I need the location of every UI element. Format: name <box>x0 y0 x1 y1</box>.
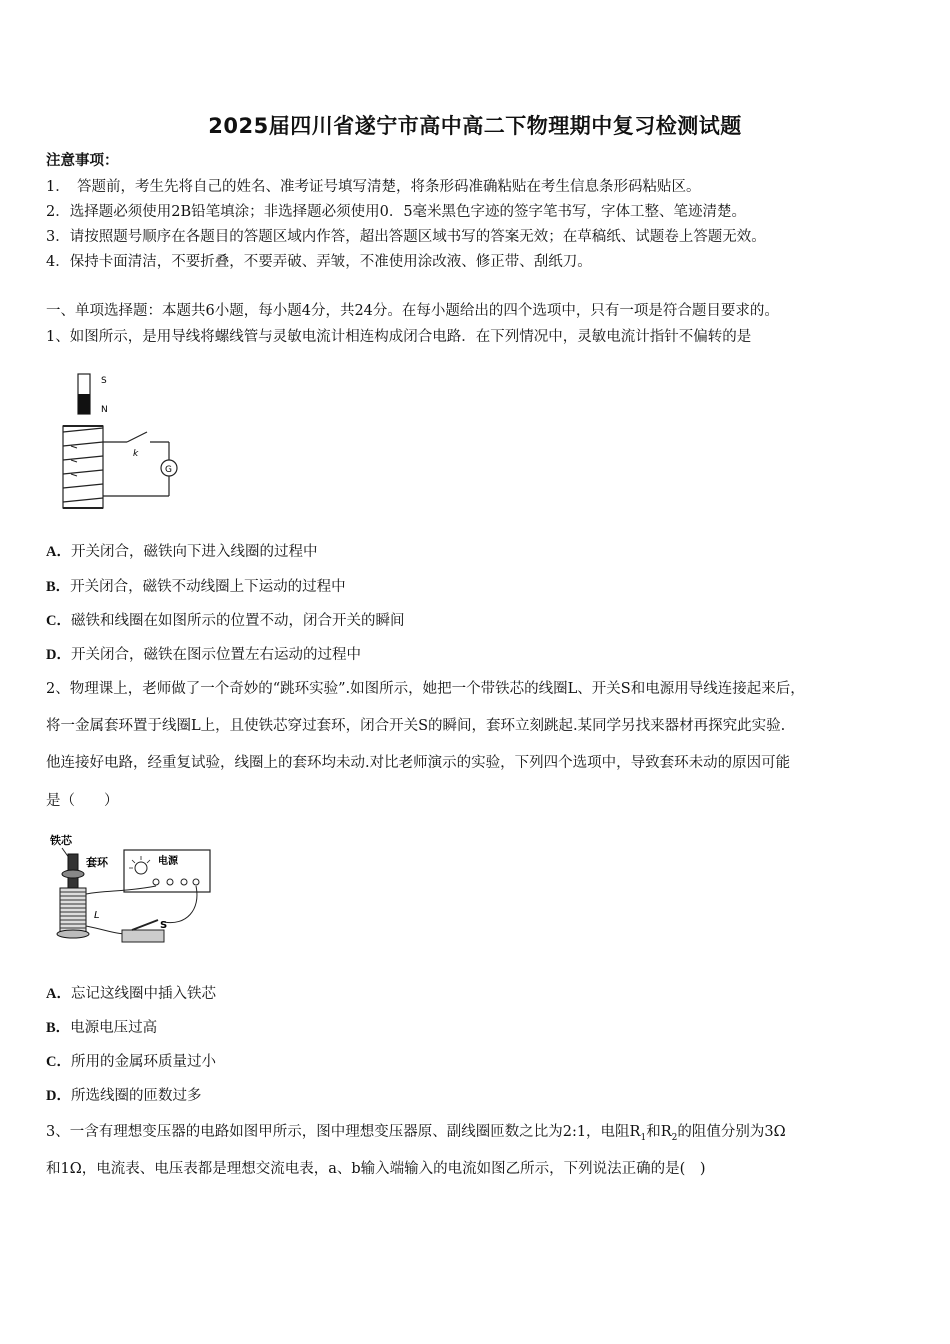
q2-option-c[interactable] <box>46 1052 216 1072</box>
q2-option-a[interactable] <box>46 984 216 1004</box>
option-letter: C． <box>46 613 71 629</box>
section-heading: 一、单项选择题：本题共6小题，每小题4分，共24分。在每小题给出的四个选项中，只有一项是符合题目要求的。 <box>46 303 779 319</box>
magnet-south-label: S <box>101 376 107 386</box>
q2-option-b[interactable] <box>46 1018 157 1038</box>
galvanometer-label: G <box>165 465 172 475</box>
option-letter: A． <box>46 986 71 1002</box>
notice-item: 3．请按照题号顺序在各题目的答题区域内作答，超出答题区域书写的答案无效；在草稿纸、试题卷上答题无效。 <box>46 229 766 245</box>
question-2-stem-line: 是（ ） <box>46 793 119 809</box>
question-2-stem-line: 2、物理课上，老师做了一个奇妙的“跳环实验”.如图所示，她把一个带铁芯的线圈L、开关S和电源用导线连接起来后， <box>46 681 805 697</box>
option-letter: C． <box>46 1054 71 1070</box>
option-text: 忘记这线圈中插入铁芯 <box>70 986 216 1002</box>
magnet-north-label: N <box>101 405 108 415</box>
page-title: 2025届四川省遂宁市高中高二下物理期中复习检测试题 <box>208 114 742 138</box>
option-text: 所用的金属环质量过小 <box>70 1054 216 1070</box>
option-text: 开关闭合，磁铁向下进入线圈的过程中 <box>70 544 318 560</box>
subscript: 1 <box>640 1132 647 1143</box>
option-letter: B． <box>46 1020 71 1036</box>
coil-label: L <box>94 910 100 921</box>
stem-text: 和R <box>646 1124 672 1140</box>
question-2-stem-line: 将一金属套环置于线圈L上，且使铁芯穿过套环，闭合开关S的瞬间，套环立刻跳起.某同学另找来器材再探究此实验. <box>46 718 786 734</box>
power-label: 电源 <box>158 856 178 867</box>
iron-core-label: 铁芯 <box>50 834 72 847</box>
solenoid-galvanometer-figure <box>55 368 185 518</box>
notice-item: 4．保持卡面清洁，不要折叠，不要弄破、弄皱，不准使用涂改液、修正带、刮纸刀。 <box>46 254 592 270</box>
question-1-stem: 1、如图所示，是用导线将螺线管与灵敏电流计相连构成闭合电路．在下列情况中，灵敏电流计指针不偏转的是 <box>46 329 752 345</box>
option-letter: D． <box>46 1088 71 1104</box>
q1-option-a[interactable] <box>46 542 317 562</box>
option-text: 开关闭合，磁铁在图示位置左右运动的过程中 <box>70 647 361 663</box>
stem-text: 3、一含有理想变压器的电路如图甲所示，图中理想变压器原、副线圈匝数之比为2:1，电阻R <box>46 1124 641 1140</box>
q1-option-b[interactable] <box>46 577 346 597</box>
switch-label: k <box>133 449 139 459</box>
option-text: 磁铁和线圈在如图所示的位置不动，闭合开关的瞬间 <box>70 613 405 629</box>
jumping-ring-figure <box>46 830 216 952</box>
question-3-stem-line <box>46 1122 786 1148</box>
option-text: 电源电压过高 <box>70 1020 158 1036</box>
q2-option-d[interactable] <box>46 1086 201 1106</box>
notice-item: 2．选择题必须使用2B铅笔填涂；非选择题必须使用0．5毫米黑色字迹的签字笔书写，字体工整、笔迹清楚。 <box>46 204 747 220</box>
ring-label: 套环 <box>86 856 108 869</box>
notice-heading: 注意事项： <box>46 152 119 169</box>
notice-item: 1． 答题前，考生先将自己的姓名、准考证号填写清楚，将条形码准确粘贴在考生信息条形码粘贴区。 <box>46 179 701 195</box>
q1-option-d[interactable] <box>46 645 361 665</box>
option-text: 开关闭合，磁铁不动线圈上下运动的过程中 <box>70 579 346 595</box>
subscript: 2 <box>671 1132 678 1143</box>
switch-s-label: S <box>160 920 168 931</box>
q1-option-c[interactable] <box>46 611 404 631</box>
option-letter: B． <box>46 579 71 595</box>
question-2-stem-line: 他连接好电路，经重复试验，线圈上的套环均未动.对比老师演示的实验，下列四个选项中，导致套环未动的原因可能 <box>46 755 791 771</box>
option-letter: D． <box>46 647 71 663</box>
option-text: 所选线圈的匝数过多 <box>70 1088 202 1104</box>
question-3-stem-line: 和1Ω，电流表、电压表都是理想交流电表，a、b输入端输入的电流如图乙所示，下列说法正确的是( ) <box>46 1161 706 1177</box>
stem-text: 的阻值分别为3Ω <box>677 1124 786 1140</box>
option-letter: A． <box>46 544 71 560</box>
